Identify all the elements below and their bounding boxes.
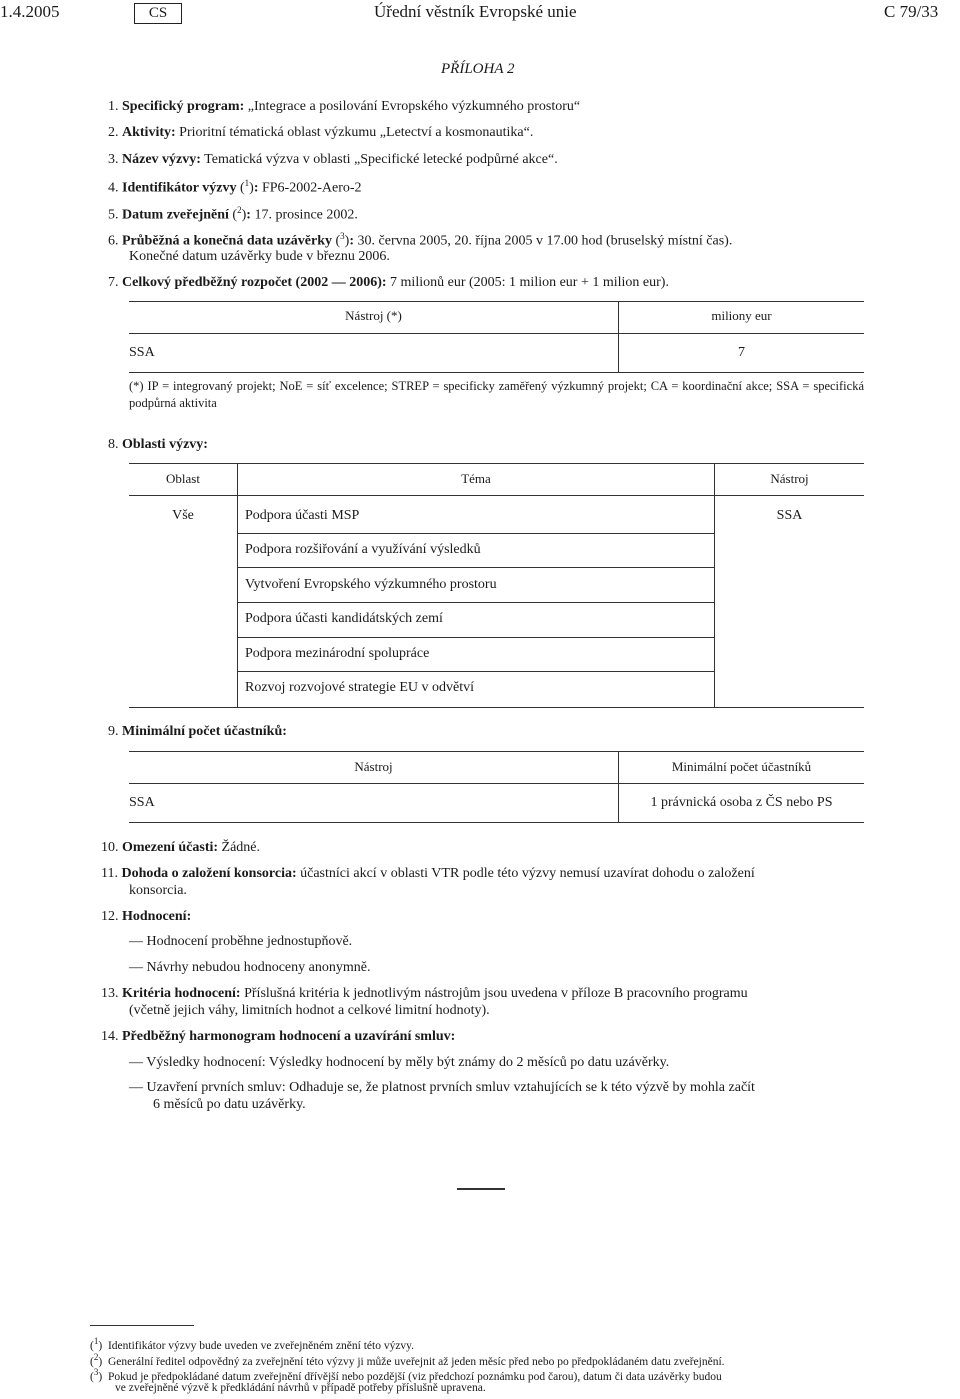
item-5: 5. Datum zveřejnění ($^2$): 17. prosince 2002.	[108, 205, 358, 223]
topic-row: Podpora účasti MSP	[245, 508, 360, 523]
min-cell-count: 1 právnická osoba z ČS nebo PS	[650, 795, 833, 810]
item-14-bullet: — Uzavření prvních smluv: Odhaduje se, že platnost prvních smluv vztahujících se k této výzvě by mohla začít	[129, 1080, 755, 1095]
footnote-3-line2: ve zveřejněné výzvě k předkládání návrhů v případě potřeby příslušně upravena.	[115, 1382, 486, 1394]
language-code: CS	[134, 3, 182, 24]
areas-head-area: Oblast	[166, 471, 200, 486]
item-13: 13. Kritéria hodnocení: Příslušná kritéria k jednotlivým nástrojům jsou uvedena v příloze B pracovního programu	[101, 986, 748, 1001]
min-head-count: Minimální počet účastníků	[671, 759, 812, 774]
footnote-2: ($^2$) Generální ředitel odpovědný za zveřejnění této výzvy ji může uveřejnit až jeden měsíc před nebo po předpokládaném datu zveřejnění.	[90, 1352, 725, 1368]
budget-row-instrument: SSA	[129, 345, 155, 360]
topic-row: Podpora účasti kandidátských zemí	[245, 611, 443, 626]
item-14-bullet: — Výsledky hodnocení: Výsledky hodnocení by měly být známy do 2 měsíců po datu uzávěrky.	[129, 1055, 670, 1070]
item-12-bullet: — Hodnocení proběhne jednostupňově.	[129, 934, 353, 949]
min-head-instrument: Nástroj	[354, 759, 393, 774]
header-date: 1.4.2005	[0, 2, 60, 21]
page-number: C 79/33	[884, 2, 939, 21]
areas-head-topic: Téma	[461, 471, 491, 486]
item-11: 11. Dohoda o založení konsorcia: účastníci akcí v oblasti VTR podle této výzvy nemusí uzavírat dohodu o založení	[101, 866, 755, 881]
budget-row-amount: 7	[738, 345, 745, 360]
item-12-bullet: — Návrhy nebudou hodnoceny anonymně.	[129, 960, 371, 975]
item-6: 6. Průběžná a konečná data uzávěrky ($^3$): 30. června 2005, 20. října 2005 v 17.00 hod (bruselský místní čas).	[108, 231, 733, 249]
item-11-line2: konsorcia.	[129, 883, 187, 898]
item-10: 10. Omezení účasti: Žádné.	[101, 840, 261, 855]
item-4: 4. Identifikátor výzvy ($^1$): FP6-2002-Aero-2	[108, 178, 362, 196]
item-13-line2: (včetně jejich váhy, limitních hodnot a celkové limitní hodnoty).	[129, 1003, 490, 1018]
item-7: 7. Celkový předběžný rozpočet (2002 — 2006): 7 milionů eur (2005: 1 milion eur + 1 milion eur).	[108, 275, 669, 290]
topic-row: Rozvoj rozvojové strategie EU v odvětví	[245, 680, 474, 695]
budget-col-instrument: Nástroj (*)	[345, 308, 402, 323]
item-6-line2: Konečné datum uzávěrky bude v březnu 2006.	[129, 249, 390, 264]
budget-footnote: (*) IP = integrovaný projekt; NoE = síť excelence; STREP = specificky zaměřený výzkumný projekt; CA = koordinační akce; SSA = specifická podpůrná aktivita	[129, 379, 864, 410]
areas-cell-area: Vše	[172, 508, 194, 523]
footnote-separator	[90, 1325, 194, 1326]
topic-row: Podpora rozšiřování a využívání výsledků	[245, 542, 481, 557]
topic-row: Podpora mezinárodní spolupráce	[245, 646, 430, 661]
areas-cell-instrument: SSA	[776, 508, 803, 523]
item-1: 1. Specifický program: „Integrace a posilování Evropského výzkumného prostoru“	[108, 99, 581, 114]
annex-title: PŘÍLOHA 2	[441, 61, 515, 77]
item-3: 3. Název výzvy: Tematická výzva v oblasti „Specifické letecké podpůrné akce“.	[108, 152, 558, 167]
areas-head-instrument: Nástroj	[770, 471, 809, 486]
budget-col-amount: miliony eur	[711, 308, 772, 323]
item-14-bullet-line2: 6 měsíců po datu uzávěrky.	[153, 1097, 306, 1112]
end-rule	[457, 1188, 505, 1190]
min-cell-instrument: SSA	[129, 795, 155, 810]
item-9: 9. Minimální počet účastníků:	[108, 724, 287, 739]
item-12: 12. Hodnocení:	[101, 909, 192, 924]
item-14: 14. Předběžný harmonogram hodnocení a uzavírání smluv:	[101, 1029, 456, 1044]
topic-row: Vytvoření Evropského výzkumného prostoru	[245, 577, 497, 592]
journal-title: Úřední věstník Evropské unie	[374, 2, 577, 21]
footnote-1: ($^1$) Identifikátor výzvy bude uveden ve zveřejněném znění této výzvy.	[90, 1336, 415, 1352]
footnote-3: ($^3$) Pokud je předpokládané datum zveřejnění dřívější nebo pozdější (viz předchozí poznámku pod čarou), datum či data uzávěrky budou	[90, 1367, 722, 1383]
item-8: 8. Oblasti výzvy:	[108, 437, 208, 452]
item-2: 2. Aktivity: Prioritní tématická oblast výzkumu „Letectví a kosmonautika“.	[108, 125, 534, 140]
